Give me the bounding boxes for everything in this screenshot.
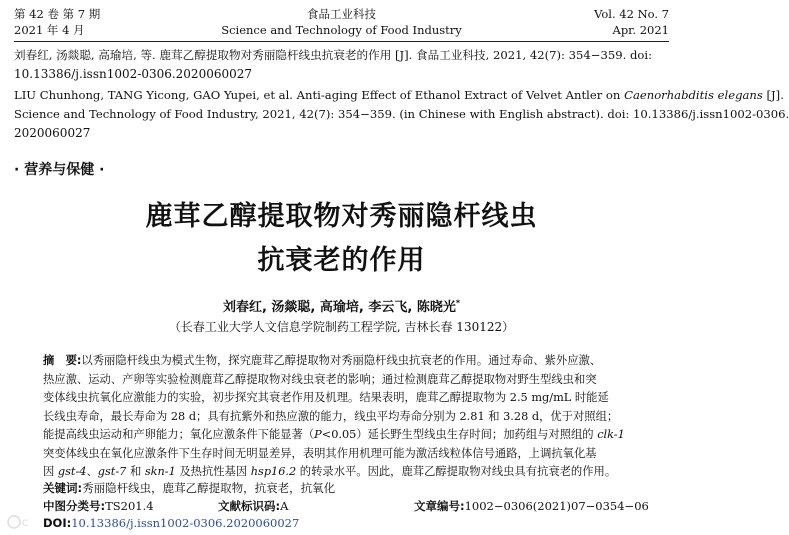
abstract-line: 变体线虫抗氧化应激能力的实验，初步探究其衰老作用及机理。结果表明，鹿茸乙醇提取物为 2.5 mg/mL 时能延 — [43, 391, 609, 404]
abstract-text: 因 — [43, 465, 58, 478]
document-code — [218, 498, 288, 514]
corresponding-author-mark: * — [455, 298, 461, 308]
watermark-mark-icon — [6, 514, 40, 530]
citation-en-line1 — [14, 86, 784, 104]
abstract-line — [43, 463, 673, 482]
gene-name: hsp16.2 — [250, 465, 297, 478]
keywords — [43, 480, 335, 496]
keywords-label: 关键词: — [43, 481, 83, 495]
journal-name-cn: 食品工业科技 — [307, 7, 376, 21]
citation-en-text: LIU Chunhong, TANG Yicong, GAO Yupei, et al. Anti-aging Effect of Ethanol Extract of Velvet Antler on — [14, 88, 625, 102]
abstract-text: 能提高线虫运动和产卵能力；氧化应激条件下能显著（ — [43, 428, 315, 441]
p-value-symbol: P — [314, 428, 322, 441]
gene-name: skn-1 — [144, 465, 176, 478]
abstract-line: 突变体线虫在氧化应激条件下生存时间无明显差异，表明其作用机理可能为激活线粒体信号通路，上调抗氧化基 — [43, 446, 597, 460]
citation-en-line2: Science and Technology of Food Industry, 2021, 42(7): 354−359. (in Chinese with English abstract). doi: 10.13386/j.issn1002-0306. — [14, 107, 789, 121]
citation-en-line3: 2020060027 — [14, 126, 91, 140]
authors — [0, 296, 683, 315]
abstract-line — [43, 426, 673, 445]
abstract-text: <0.05）延长野生型线虫生存时间；加药组与对照组的 — [321, 428, 598, 441]
paper-title-line2: 抗衰老的作用 — [257, 245, 426, 276]
keywords-value: 秀丽隐杆线虫，鹿茸乙醇提取物，抗衰老，抗氧化 — [82, 481, 336, 495]
article-number-label: 文章编号: — [414, 499, 465, 513]
citation-en-species: Caenorhabditis elegans — [624, 88, 763, 102]
citation-cn-line1: 刘春红, 汤燚聪, 高瑜培, 等. 鹿茸乙醇提取物对秀丽隐杆线虫抗衰老的作用 [J]. 食品工业科技, 2021, 42(7): 354−359. doi: — [14, 48, 652, 62]
clc-label: 中图分类号: — [43, 499, 106, 513]
journal-name-en: Science and Technology of Food Industry — [221, 23, 462, 37]
abstract-line: 热应激、运动、产卵等实验检测鹿茸乙醇提取物对线虫衰老的影响；通过检测鹿茸乙醇提取物对野生型线虫和突 — [43, 372, 597, 386]
citation-en-suffix: [J]. — [762, 88, 784, 102]
abstract-line: 长线虫寿命，最长寿命为 28 d；具有抗紫外和热应激的能力，线虫平均寿命分别为 2.81 和 3.28 d，优于对照组； — [43, 409, 619, 423]
issue-date: 2021 年 4 月 — [14, 23, 85, 37]
article-number — [414, 498, 649, 514]
abstract-text: 、 — [86, 465, 98, 478]
header-rule — [14, 41, 669, 42]
abstract-label: 摘 要: — [43, 354, 82, 367]
abstract-line — [43, 352, 673, 371]
abstract — [43, 352, 673, 482]
doi-link[interactable]: 10.13386/j.issn1002-0306.2020060027 — [71, 516, 300, 530]
abstract-text: 和 — [126, 465, 145, 478]
citation-cn-line2: 10.13386/j.issn1002-0306.2020060027 — [14, 67, 253, 81]
article-number-value: 1002−0306(2021)07−0354−06 — [464, 499, 649, 513]
paper-title-line1: 鹿茸乙醇提取物对秀丽隐杆线虫 — [145, 201, 538, 232]
volume-number-en: Vol. 42 No. 7 — [594, 7, 669, 21]
gene-name: gst-7 — [97, 465, 127, 478]
document-code-value: A — [280, 499, 289, 513]
gene-name: clk-1 — [597, 428, 625, 441]
doi-label: DOI: — [43, 516, 72, 530]
affiliation: （长春工业大学人文信息学院制药工程学院, 吉林长春 130122） — [168, 320, 515, 334]
abstract-text: 的转录水平。因此，鹿茸乙醇提取物对线虫具有抗衰老的作用。 — [296, 465, 617, 478]
gene-name: gst-4 — [57, 465, 87, 478]
doi — [43, 516, 299, 530]
document-code-label: 文献标识码: — [218, 499, 281, 513]
cnki-watermark-logo — [6, 514, 40, 533]
clc-number — [43, 498, 154, 514]
abstract-text: 以秀丽隐杆线虫为模式生物，探究鹿茸乙醇提取物对秀丽隐杆线虫抗衰老的作用。通过寿命、紫外应激、 — [81, 354, 602, 367]
volume-issue: 第 42 卷 第 7 期 — [14, 7, 101, 21]
abstract-text: 及热抗性基因 — [175, 465, 251, 478]
author-names: 刘春红, 汤燚聪, 高瑜培, 李云飞, 陈晓光 — [222, 300, 456, 315]
svg-text:C: C — [22, 519, 29, 529]
date-en: Apr. 2021 — [612, 23, 669, 37]
section-label: · 营养与保健 · — [14, 162, 105, 178]
clc-value: TS201.4 — [105, 499, 154, 513]
